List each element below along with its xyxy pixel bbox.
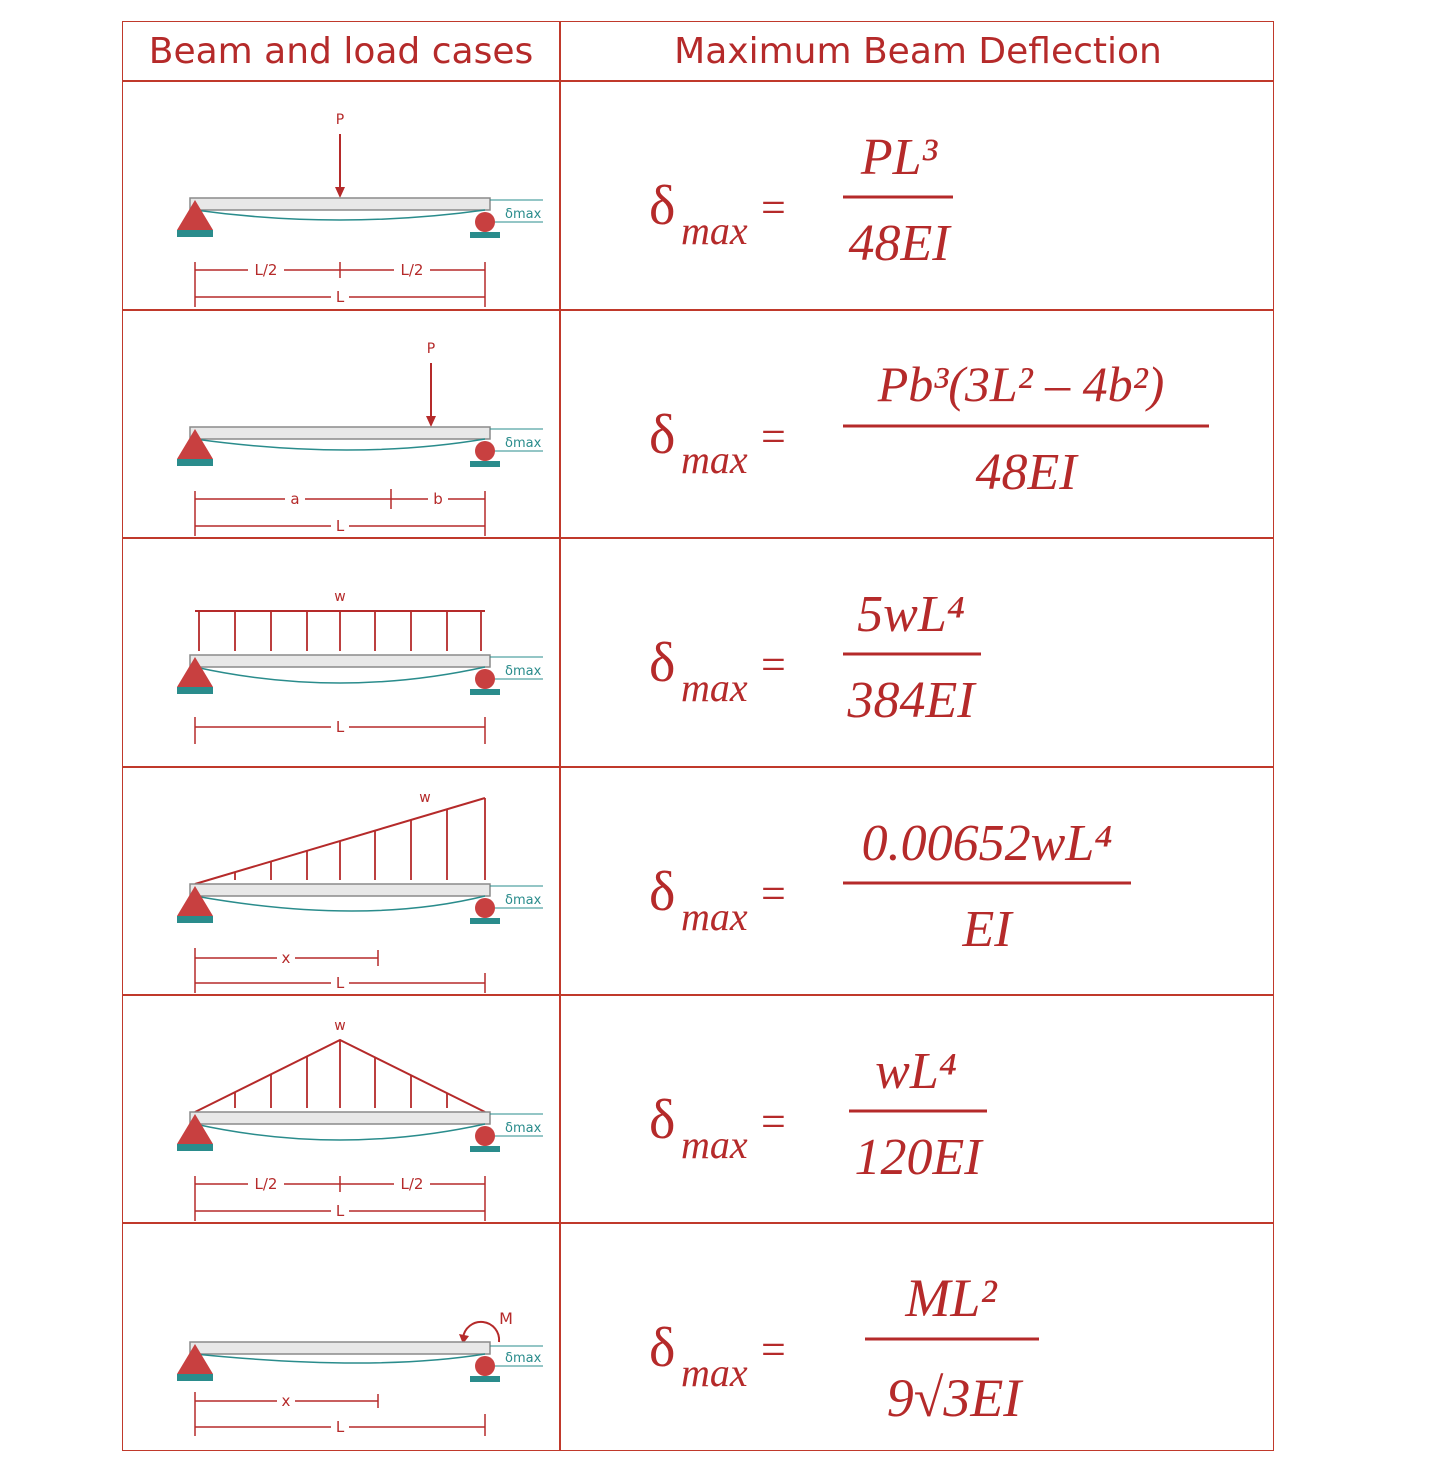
dim-label: L [335, 1418, 345, 1436]
deflection-table [122, 21, 1274, 1451]
formula-numerator: 0.00652wL⁴ [861, 815, 1113, 872]
roller-support [475, 1356, 495, 1376]
roller-support [475, 669, 495, 689]
formula-numerator: wL⁴ [875, 1043, 957, 1100]
delta-symbol: δ [649, 175, 676, 237]
delta-subscript: max [681, 208, 748, 253]
equals-sign: = [761, 412, 786, 461]
load-arrowhead [426, 416, 436, 427]
dim-label: L [335, 517, 345, 535]
formula-2 [621, 311, 1261, 539]
roller-support-base [470, 461, 500, 467]
formula-numerator: 5wL⁴ [857, 586, 965, 643]
formula-3 [621, 539, 1261, 767]
delta-max-label: δmax [505, 893, 542, 908]
formula-denominator: 384EI [847, 672, 975, 729]
moment-label: M [499, 1309, 513, 1328]
formula-denominator: 9√3EI [886, 1368, 1022, 1428]
roller-support-base [470, 232, 500, 238]
deflection-curve [195, 667, 485, 683]
pin-support-base [177, 916, 213, 923]
delta-symbol: δ [649, 1317, 676, 1379]
equals-sign: = [761, 1097, 786, 1146]
diagram-symmetric-triangular-load [163, 996, 563, 1224]
dim-label: L/2 [400, 261, 424, 279]
pin-support-base [177, 1144, 213, 1151]
roller-support [475, 212, 495, 232]
pin-support-base [177, 687, 213, 694]
roller-support [475, 1126, 495, 1146]
diagram-center-point-load [163, 82, 563, 310]
beam [190, 884, 490, 896]
deflection-curve [195, 439, 485, 450]
formula-denominator: 48EI [848, 215, 950, 272]
formula-5 [621, 996, 1261, 1224]
pin-support-base [177, 1374, 213, 1381]
delta-symbol: δ [649, 632, 676, 694]
delta-subscript: max [681, 437, 748, 482]
diagram-end-moment [163, 1224, 563, 1452]
roller-support-base [470, 1376, 500, 1382]
beam [190, 198, 490, 210]
dim-label: x [281, 1392, 291, 1410]
diagram-uniform-load [163, 539, 563, 767]
delta-subscript: max [681, 1122, 748, 1167]
roller-support-base [470, 918, 500, 924]
roller-support [475, 441, 495, 461]
formula-denominator: EI [962, 901, 1012, 958]
delta-max-label: δmax [505, 1351, 542, 1366]
beam [190, 1342, 490, 1354]
load-arrows [199, 611, 481, 651]
delta-max-label: δmax [505, 207, 542, 222]
deflection-curve [195, 210, 485, 220]
dim-label: L/2 [254, 1175, 278, 1193]
beam [190, 655, 490, 667]
deflection-curve [195, 1354, 485, 1363]
formula-4 [621, 768, 1261, 996]
delta-subscript: max [681, 894, 748, 939]
equals-sign: = [761, 640, 786, 689]
formula-denominator: 120EI [854, 1129, 982, 1186]
load-label: w [334, 589, 346, 605]
dim-label: L/2 [254, 261, 278, 279]
diagram-triangular-load [163, 768, 563, 996]
delta-max-label: δmax [505, 1121, 542, 1136]
load-label: w [334, 1018, 346, 1034]
delta-max-label: δmax [505, 436, 542, 451]
formula-numerator: ML² [905, 1268, 997, 1328]
header-cases: Beam and load cases [148, 30, 534, 72]
load-arrows [235, 1040, 447, 1108]
deflection-curve [195, 896, 485, 911]
formula-6 [621, 1224, 1261, 1452]
dim-label: L [335, 288, 345, 306]
pin-support-base [177, 459, 213, 466]
load-label: P [335, 112, 345, 128]
delta-subscript: max [681, 1350, 748, 1395]
roller-support-base [470, 1146, 500, 1152]
beam [190, 1112, 490, 1124]
dim-label: L [335, 1202, 345, 1220]
beam [190, 427, 490, 439]
moment-arrow [463, 1322, 499, 1342]
equals-sign: = [761, 869, 786, 918]
load-arrows [235, 798, 485, 880]
dim-label: L [335, 718, 345, 736]
formula-numerator: PL³ [860, 129, 938, 186]
delta-symbol: δ [649, 861, 676, 923]
load-label: w [419, 790, 431, 806]
dim-label: b [433, 490, 443, 508]
dim-label: x [281, 949, 291, 967]
roller-support-base [470, 689, 500, 695]
load-label: P [426, 341, 436, 357]
delta-max-label: δmax [505, 664, 542, 679]
dim-label: L [335, 974, 345, 992]
dim-label: L/2 [400, 1175, 424, 1193]
roller-support [475, 898, 495, 918]
dim-label: a [290, 490, 300, 508]
pin-support-base [177, 230, 213, 237]
header-deflection: Maximum Beam Deflection [674, 30, 1162, 72]
diagram-offset-point-load [163, 311, 563, 539]
delta-subscript: max [681, 665, 748, 710]
equals-sign: = [761, 183, 786, 232]
formula-denominator: 48EI [975, 444, 1077, 501]
formula-numerator: Pb³(3L² – 4b²) [877, 356, 1165, 412]
deflection-curve [195, 1124, 485, 1140]
delta-symbol: δ [649, 404, 676, 466]
load-arrowhead [335, 187, 345, 198]
delta-symbol: δ [649, 1089, 676, 1151]
formula-1 [621, 82, 1261, 310]
equals-sign: = [761, 1325, 786, 1374]
